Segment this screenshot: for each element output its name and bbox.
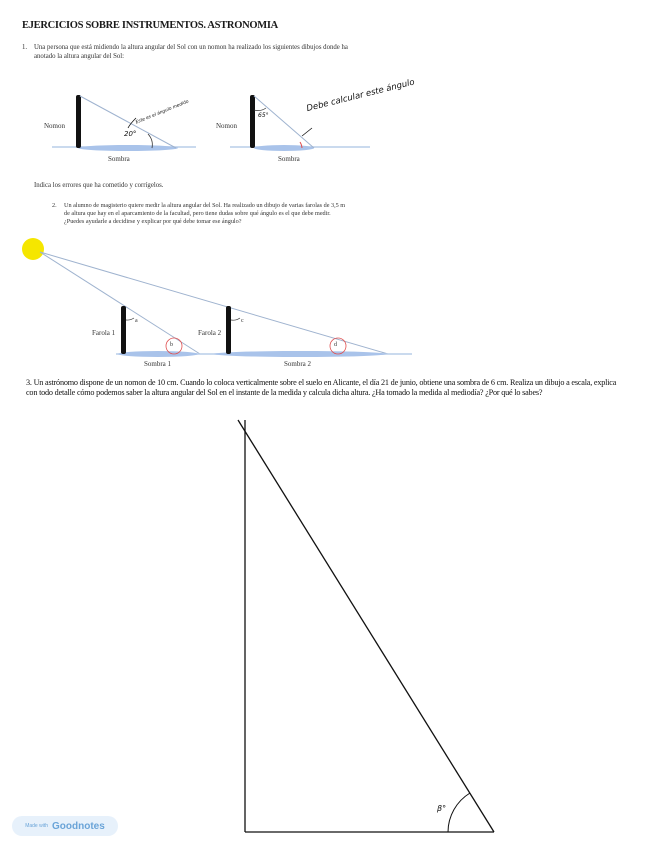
angle-b-label: b	[170, 342, 173, 348]
page-title: EJERCICIOS SOBRE INSTRUMENTOS. ASTRONOMIA	[22, 20, 278, 31]
angle-c-arc	[231, 318, 240, 320]
angle-a-label: a	[135, 318, 138, 324]
question-3-text: 3. Un astrónomo dispone de un nomon de 10 cm. Cuando lo coloca verticalmente sobre el suelo en Alicante, el día 21 de junio, obtiene una sombra de 6 cm. Realiza un dibujo a escala, explica con todo detalle cómo podemos saber la altura angular del Sol en el instante de la medida y calcula dicha altura. ¿Ha tomado la medida al mediodía? ¿Por qué lo sabes?	[26, 378, 617, 398]
goodnotes-badge	[12, 816, 118, 836]
angle-arc-right-top	[254, 108, 266, 111]
gnomon-figure-left	[52, 95, 196, 151]
streetlamp-figure	[22, 238, 412, 357]
sombra-1-label: Sombra 1	[144, 360, 172, 368]
triangle-angle-label: β°	[437, 804, 447, 813]
gnomon-bar-right	[250, 95, 255, 148]
nomon-label-left: Nomon	[44, 122, 65, 130]
shadow-ellipse-right	[254, 145, 314, 151]
question-1-number: 1.	[22, 44, 28, 51]
sun-ray-short	[40, 252, 200, 354]
nomon-label-right: Nomon	[216, 122, 237, 130]
note-right: Debe calcular este ángulo	[305, 77, 416, 114]
farola-2-bar	[226, 306, 231, 354]
gnomon-bar-left	[76, 95, 81, 148]
triangle-hypotenuse	[238, 420, 494, 832]
angle-label-left: 20°	[124, 130, 137, 138]
badge-small-text: Made with	[25, 823, 48, 829]
sombra-label-left: Sombra	[108, 155, 130, 163]
gnomon-triangle-drawing	[238, 420, 494, 832]
shadow-ellipse-left	[78, 145, 178, 151]
triangle-angle-arc	[448, 793, 470, 832]
angle-d-label: d	[334, 342, 337, 348]
question-2-text: Un alumno de magisterio quiere medir la altura angular del Sol. Ha realizado un dibujo de varias farolas de 3,5 m de altura que hay en el aparcamiento de la facultad, pero tiene dudas sobre qué ángulo es el que debe medir. ¿Puedes ayudarle a decidirse y explicar por qué debe tomar ese ángulo?	[64, 202, 346, 225]
farola-1-label: Farola 1	[92, 329, 116, 337]
angle-a-arc	[126, 318, 134, 320]
sombra-2-label: Sombra 2	[284, 360, 312, 368]
angle-label-right: 65°	[258, 112, 269, 119]
note-arrow-right	[302, 128, 312, 136]
shadow-2	[214, 351, 386, 357]
farola-2-label: Farola 2	[198, 329, 222, 337]
question-1-text: Una persona que está midiendo la altura angular del Sol con un nomon ha realizado los siguientes dibujos donde ha anotado la altura angular del Sol:	[34, 44, 348, 60]
badge-brand-text: Goodnotes	[52, 820, 105, 832]
question-2-number: 2.	[52, 202, 57, 209]
sombra-label-right: Sombra	[278, 155, 300, 163]
question-1-instruction: Indica los errores que ha cometido y corrígelos.	[34, 182, 164, 189]
farola-1-bar	[121, 306, 126, 354]
note-left: Este es el ángulo medido	[135, 99, 190, 126]
question-2	[52, 202, 352, 225]
sun-ray-left	[80, 96, 176, 148]
sun-icon	[22, 238, 44, 260]
angle-c-label: c	[241, 318, 244, 324]
shadow-1	[118, 351, 198, 357]
